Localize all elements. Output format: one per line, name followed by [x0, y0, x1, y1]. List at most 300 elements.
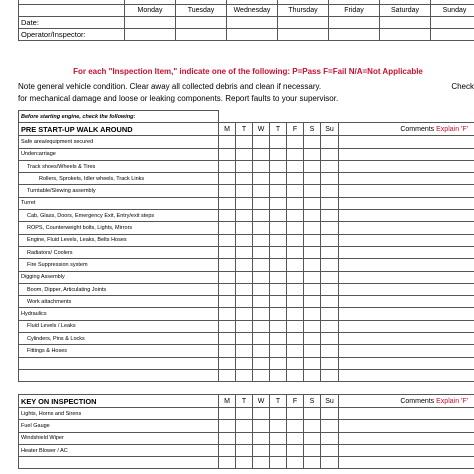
check-cell[interactable]: [253, 185, 270, 197]
check-cell[interactable]: [253, 222, 270, 234]
check-cell[interactable]: [253, 420, 270, 432]
comment-cell[interactable]: [339, 432, 474, 444]
day-abbr-f: F: [287, 395, 304, 408]
check-cell[interactable]: [253, 197, 270, 209]
check-cell[interactable]: [321, 136, 339, 148]
check-cell[interactable]: [321, 160, 339, 172]
check-cell[interactable]: [287, 408, 304, 420]
check-cell[interactable]: [304, 369, 321, 381]
check-cell[interactable]: [236, 173, 253, 185]
table-row: [19, 432, 474, 444]
check-cell[interactable]: [270, 222, 287, 234]
check-cell[interactable]: [321, 185, 339, 197]
check-cell[interactable]: [270, 173, 287, 185]
inspection-item-label: Fluid Levels / Leaks: [19, 320, 219, 332]
table-row: [19, 185, 474, 197]
inspection-item-label: Cylinders, Pins & Locks: [19, 333, 219, 345]
inspection-item-label: Turntable/Slewing assembly: [19, 185, 219, 197]
check-cell[interactable]: [219, 333, 236, 345]
inspection-item-label: Windshield Wiper: [19, 432, 219, 444]
note-line-2: for mechanical damage and loose or leaking components. Report faults to your supervisor.: [18, 94, 339, 103]
check-cell[interactable]: [253, 160, 270, 172]
comment-cell[interactable]: [339, 357, 474, 369]
check-cell[interactable]: [219, 271, 236, 283]
check-cell[interactable]: [304, 160, 321, 172]
inspection-item-label: Track shoes/Wheels & Tires: [19, 160, 219, 172]
date-cell[interactable]: [125, 17, 176, 29]
check-cell[interactable]: [219, 210, 236, 222]
check-cell[interactable]: [270, 271, 287, 283]
table-row: [19, 444, 474, 456]
key-on-table: [18, 394, 474, 469]
check-cell[interactable]: [321, 408, 339, 420]
check-cell[interactable]: [287, 420, 304, 432]
explain-label: Explain 'F': [436, 397, 468, 405]
check-cell[interactable]: [219, 357, 236, 369]
check-cell[interactable]: [253, 283, 270, 295]
date-cell[interactable]: [431, 17, 474, 29]
inspection-item-label: [19, 369, 219, 381]
table-row: [19, 333, 474, 345]
check-cell[interactable]: [304, 345, 321, 357]
check-cell[interactable]: [287, 320, 304, 332]
inspection-item-label: ROPS, Counterweight bolts, Lights, Mirrors: [19, 222, 219, 234]
check-cell[interactable]: [219, 420, 236, 432]
check-cell[interactable]: [219, 185, 236, 197]
check-cell[interactable]: [304, 444, 321, 456]
comment-cell[interactable]: [339, 296, 474, 308]
check-cell[interactable]: [304, 185, 321, 197]
check-cell[interactable]: [304, 408, 321, 420]
check-cell[interactable]: [236, 271, 253, 283]
check-cell[interactable]: [270, 234, 287, 246]
check-cell[interactable]: [287, 173, 304, 185]
check-cell[interactable]: [304, 148, 321, 160]
check-cell[interactable]: [304, 259, 321, 271]
check-cell[interactable]: [270, 357, 287, 369]
day-abbr-t: T: [236, 123, 253, 136]
note-block: [18, 81, 474, 105]
check-cell[interactable]: [236, 136, 253, 148]
date-cell[interactable]: [227, 17, 278, 29]
check-cell[interactable]: [236, 234, 253, 246]
day-abbr-m: M: [219, 123, 236, 136]
table-row: [19, 357, 474, 369]
comment-cell[interactable]: [339, 457, 474, 469]
inspection-item-label: Safe area/equipment secured: [19, 136, 219, 148]
inspection-item-label: Fittings & Hoses: [19, 345, 219, 357]
operator-cell[interactable]: [176, 29, 227, 41]
comment-cell[interactable]: [339, 259, 474, 271]
day-thursday: Thursday: [278, 5, 329, 17]
day-abbr-w: W: [253, 395, 270, 408]
check-cell[interactable]: [236, 148, 253, 160]
before-row: [19, 111, 474, 123]
note-line-1: Note general vehicle condition. Clear away all collected debris and clean if necessary.: [18, 82, 322, 91]
check-cell[interactable]: [270, 160, 287, 172]
operator-cell[interactable]: [227, 29, 278, 41]
table-row: [19, 210, 474, 222]
check-cell[interactable]: [287, 197, 304, 209]
check-cell[interactable]: [287, 148, 304, 160]
operator-row: [19, 29, 474, 41]
check-cell[interactable]: [287, 432, 304, 444]
comment-cell[interactable]: [339, 173, 474, 185]
check-cell[interactable]: [236, 420, 253, 432]
comment-cell[interactable]: [339, 160, 474, 172]
comment-cell[interactable]: [339, 444, 474, 456]
check-cell[interactable]: [270, 457, 287, 469]
check-cell[interactable]: [304, 173, 321, 185]
comment-cell[interactable]: [339, 283, 474, 295]
check-cell[interactable]: [219, 136, 236, 148]
check-cell[interactable]: [219, 160, 236, 172]
check-cell[interactable]: [287, 333, 304, 345]
check-cell[interactable]: [270, 283, 287, 295]
date-label: Date:: [19, 17, 125, 29]
walkaround-header: [19, 123, 474, 136]
check-cell[interactable]: [321, 308, 339, 320]
explain-label: Explain 'F': [436, 125, 468, 133]
check-cell[interactable]: [236, 320, 253, 332]
check-cell[interactable]: [236, 333, 253, 345]
check-cell[interactable]: [304, 246, 321, 258]
check-cell[interactable]: [321, 197, 339, 209]
comment-cell[interactable]: [339, 234, 474, 246]
check-cell[interactable]: [304, 308, 321, 320]
check-cell[interactable]: [287, 271, 304, 283]
inspection-item-label: Digging Assembly: [19, 271, 219, 283]
check-cell[interactable]: [304, 420, 321, 432]
day-abbr-t2: T: [270, 395, 287, 408]
check-cell[interactable]: [253, 357, 270, 369]
check-cell[interactable]: [236, 222, 253, 234]
comment-cell[interactable]: [339, 320, 474, 332]
comment-cell[interactable]: [339, 408, 474, 420]
table-row: [19, 173, 474, 185]
check-cell[interactable]: [253, 296, 270, 308]
check-cell[interactable]: [270, 246, 287, 258]
day-abbr-w: W: [253, 123, 270, 136]
inspection-item-label: Lights, Horns and Sirens: [19, 408, 219, 420]
check-cell[interactable]: [321, 148, 339, 160]
check-cell[interactable]: [270, 259, 287, 271]
check-cell[interactable]: [219, 408, 236, 420]
check-cell[interactable]: [321, 259, 339, 271]
date-row: [19, 17, 474, 29]
check-cell[interactable]: [219, 173, 236, 185]
operator-cell[interactable]: [125, 29, 176, 41]
legend-instructions: For each "Inspection Item," indicate one of the following: P=Pass F=Fail N/A=Not Applicable: [73, 67, 423, 76]
check-cell[interactable]: [321, 369, 339, 381]
inspection-item-label: Hydraulics: [19, 308, 219, 320]
check-cell[interactable]: [236, 210, 253, 222]
check-cell[interactable]: [287, 357, 304, 369]
check-cell[interactable]: [253, 408, 270, 420]
check-cell[interactable]: [270, 136, 287, 148]
check-cell[interactable]: [253, 432, 270, 444]
comment-cell[interactable]: [339, 222, 474, 234]
check-cell[interactable]: [321, 345, 339, 357]
date-cell[interactable]: [278, 17, 329, 29]
check-cell[interactable]: [270, 210, 287, 222]
comment-cell[interactable]: [339, 136, 474, 148]
check-cell[interactable]: [253, 308, 270, 320]
comment-cell[interactable]: [339, 333, 474, 345]
check-cell[interactable]: [219, 345, 236, 357]
check-cell[interactable]: [270, 296, 287, 308]
check-cell[interactable]: [321, 320, 339, 332]
day-abbr-t2: T: [270, 123, 287, 136]
check-cell[interactable]: [253, 246, 270, 258]
table-row: [19, 320, 474, 332]
check-cell[interactable]: [219, 432, 236, 444]
check-cell[interactable]: [287, 185, 304, 197]
table-row: [19, 160, 474, 172]
check-cell[interactable]: [253, 234, 270, 246]
table-row: [19, 148, 474, 160]
check-cell[interactable]: [253, 259, 270, 271]
check-cell[interactable]: [219, 197, 236, 209]
table-row: [19, 296, 474, 308]
walkaround-title: PRE START-UP WALK AROUND: [19, 123, 219, 136]
note-line-1-right: Check: [451, 82, 474, 91]
check-cell[interactable]: [287, 345, 304, 357]
check-cell[interactable]: [287, 222, 304, 234]
check-cell[interactable]: [321, 457, 339, 469]
day-abbr-m: M: [219, 395, 236, 408]
comment-cell[interactable]: [339, 308, 474, 320]
comment-cell[interactable]: [339, 210, 474, 222]
table-row: [19, 420, 474, 432]
table-row: [19, 308, 474, 320]
check-cell[interactable]: [304, 296, 321, 308]
check-cell[interactable]: [270, 185, 287, 197]
days-row: [19, 5, 474, 17]
inspection-item-label: Undercarriage: [19, 148, 219, 160]
comment-cell[interactable]: [339, 345, 474, 357]
table-row: [19, 369, 474, 381]
check-cell[interactable]: [321, 444, 339, 456]
check-cell[interactable]: [236, 369, 253, 381]
check-cell[interactable]: [270, 420, 287, 432]
check-cell[interactable]: [253, 457, 270, 469]
check-cell[interactable]: [304, 210, 321, 222]
check-cell[interactable]: [321, 283, 339, 295]
inspection-item-label: Boom, Dipper, Articulating Joints: [19, 283, 219, 295]
check-cell[interactable]: [287, 444, 304, 456]
check-cell[interactable]: [219, 444, 236, 456]
check-cell[interactable]: [304, 234, 321, 246]
key-on-header: [19, 395, 474, 408]
date-cell[interactable]: [176, 17, 227, 29]
check-cell[interactable]: [219, 234, 236, 246]
table-row: [19, 136, 474, 148]
table-row: [19, 222, 474, 234]
operator-cell[interactable]: [431, 29, 474, 41]
date-cell[interactable]: [329, 17, 380, 29]
check-cell[interactable]: [236, 457, 253, 469]
table-row: [19, 271, 474, 283]
table-row: [19, 234, 474, 246]
check-cell[interactable]: [270, 369, 287, 381]
check-cell[interactable]: [253, 320, 270, 332]
check-cell[interactable]: [219, 308, 236, 320]
table-row: [19, 259, 474, 271]
comment-cell[interactable]: [339, 197, 474, 209]
day-friday: Friday: [329, 5, 380, 17]
inspection-item-label: Cab, Glass, Doors, Emergency Exit, Entry/exit steps: [19, 210, 219, 222]
inspection-item-label: Fuel Gauge: [19, 420, 219, 432]
table-row: [19, 457, 474, 469]
check-cell[interactable]: [253, 148, 270, 160]
walkaround-table: [18, 110, 474, 382]
check-cell[interactable]: [304, 432, 321, 444]
inspection-item-label: Work attachments: [19, 296, 219, 308]
check-cell[interactable]: [253, 210, 270, 222]
day-wednesday: Wednesday: [227, 5, 278, 17]
check-cell[interactable]: [321, 210, 339, 222]
check-cell[interactable]: [253, 173, 270, 185]
check-cell[interactable]: [219, 283, 236, 295]
check-cell[interactable]: [304, 283, 321, 295]
check-cell[interactable]: [270, 345, 287, 357]
check-cell[interactable]: [304, 457, 321, 469]
inspection-item-label: Heater Blower / AC: [19, 444, 219, 456]
operator-cell[interactable]: [329, 29, 380, 41]
check-cell[interactable]: [321, 222, 339, 234]
check-cell[interactable]: [270, 197, 287, 209]
check-cell[interactable]: [321, 246, 339, 258]
check-cell[interactable]: [287, 308, 304, 320]
check-cell[interactable]: [270, 444, 287, 456]
table-row: [19, 197, 474, 209]
check-cell[interactable]: [321, 420, 339, 432]
check-cell[interactable]: [270, 408, 287, 420]
inspection-item-label: Radiators/ Coolers: [19, 246, 219, 258]
operator-cell[interactable]: [278, 29, 329, 41]
check-cell[interactable]: [219, 259, 236, 271]
check-cell[interactable]: [287, 259, 304, 271]
check-cell[interactable]: [304, 333, 321, 345]
day-abbr-su: Su: [321, 395, 339, 408]
check-cell[interactable]: [236, 408, 253, 420]
check-cell[interactable]: [219, 246, 236, 258]
check-cell[interactable]: [321, 357, 339, 369]
comment-cell[interactable]: [339, 148, 474, 160]
check-cell[interactable]: [287, 234, 304, 246]
comments-header: [339, 123, 474, 136]
check-cell[interactable]: [236, 246, 253, 258]
inspection-item-label: Fire Suppression system: [19, 259, 219, 271]
day-abbr-su: Su: [321, 123, 339, 136]
check-cell[interactable]: [253, 136, 270, 148]
check-cell[interactable]: [321, 173, 339, 185]
comments-header: [339, 395, 474, 408]
table-row: [19, 345, 474, 357]
inspection-item-label: Engine, Fluid Levels, Leaks, Belts Hoses: [19, 234, 219, 246]
check-cell[interactable]: [270, 333, 287, 345]
check-cell[interactable]: [321, 333, 339, 345]
day-abbr-s: S: [304, 395, 321, 408]
check-cell[interactable]: [253, 345, 270, 357]
day-tuesday: Tuesday: [176, 5, 227, 17]
check-cell[interactable]: [304, 136, 321, 148]
check-cell[interactable]: [236, 432, 253, 444]
check-cell[interactable]: [236, 259, 253, 271]
check-cell[interactable]: [287, 369, 304, 381]
check-cell[interactable]: [287, 246, 304, 258]
table-row: [19, 246, 474, 258]
check-cell[interactable]: [236, 308, 253, 320]
day-monday: Monday: [125, 5, 176, 17]
check-cell[interactable]: [321, 271, 339, 283]
check-cell[interactable]: [321, 296, 339, 308]
comment-cell[interactable]: [339, 185, 474, 197]
check-cell[interactable]: [287, 210, 304, 222]
before-starting-label: Before starting engine, check the following:: [19, 111, 219, 123]
check-cell[interactable]: [304, 357, 321, 369]
check-cell[interactable]: [219, 296, 236, 308]
check-cell[interactable]: [287, 296, 304, 308]
check-cell[interactable]: [219, 222, 236, 234]
comment-cell[interactable]: [339, 246, 474, 258]
check-cell[interactable]: [270, 320, 287, 332]
check-cell[interactable]: [253, 369, 270, 381]
check-cell[interactable]: [236, 357, 253, 369]
check-cell[interactable]: [236, 345, 253, 357]
check-cell[interactable]: [270, 308, 287, 320]
inspection-item-label: [19, 457, 219, 469]
operator-label: Operator/Inspector:: [19, 29, 125, 41]
check-cell[interactable]: [304, 222, 321, 234]
comment-cell[interactable]: [339, 420, 474, 432]
check-cell[interactable]: [236, 283, 253, 295]
check-cell[interactable]: [219, 320, 236, 332]
operator-cell[interactable]: [380, 29, 431, 41]
check-cell[interactable]: [287, 283, 304, 295]
check-cell[interactable]: [287, 160, 304, 172]
check-cell[interactable]: [219, 148, 236, 160]
check-cell[interactable]: [287, 136, 304, 148]
date-cell[interactable]: [380, 17, 431, 29]
comment-cell[interactable]: [339, 369, 474, 381]
check-cell[interactable]: [219, 457, 236, 469]
check-cell[interactable]: [219, 369, 236, 381]
comment-cell[interactable]: [339, 271, 474, 283]
check-cell[interactable]: [304, 271, 321, 283]
check-cell[interactable]: [236, 160, 253, 172]
check-cell[interactable]: [304, 197, 321, 209]
check-cell[interactable]: [270, 148, 287, 160]
comments-label: Comments: [400, 125, 435, 133]
key-on-title: KEY ON INSPECTION: [19, 395, 219, 408]
check-cell[interactable]: [321, 234, 339, 246]
check-cell[interactable]: [236, 444, 253, 456]
check-cell[interactable]: [270, 432, 287, 444]
check-cell[interactable]: [236, 185, 253, 197]
check-cell[interactable]: [253, 444, 270, 456]
check-cell[interactable]: [287, 457, 304, 469]
check-cell[interactable]: [321, 432, 339, 444]
day-abbr-f: F: [287, 123, 304, 136]
check-cell[interactable]: [236, 197, 253, 209]
check-cell[interactable]: [304, 320, 321, 332]
check-cell[interactable]: [253, 271, 270, 283]
table-row: [19, 408, 474, 420]
check-cell[interactable]: [253, 333, 270, 345]
check-cell[interactable]: [236, 296, 253, 308]
